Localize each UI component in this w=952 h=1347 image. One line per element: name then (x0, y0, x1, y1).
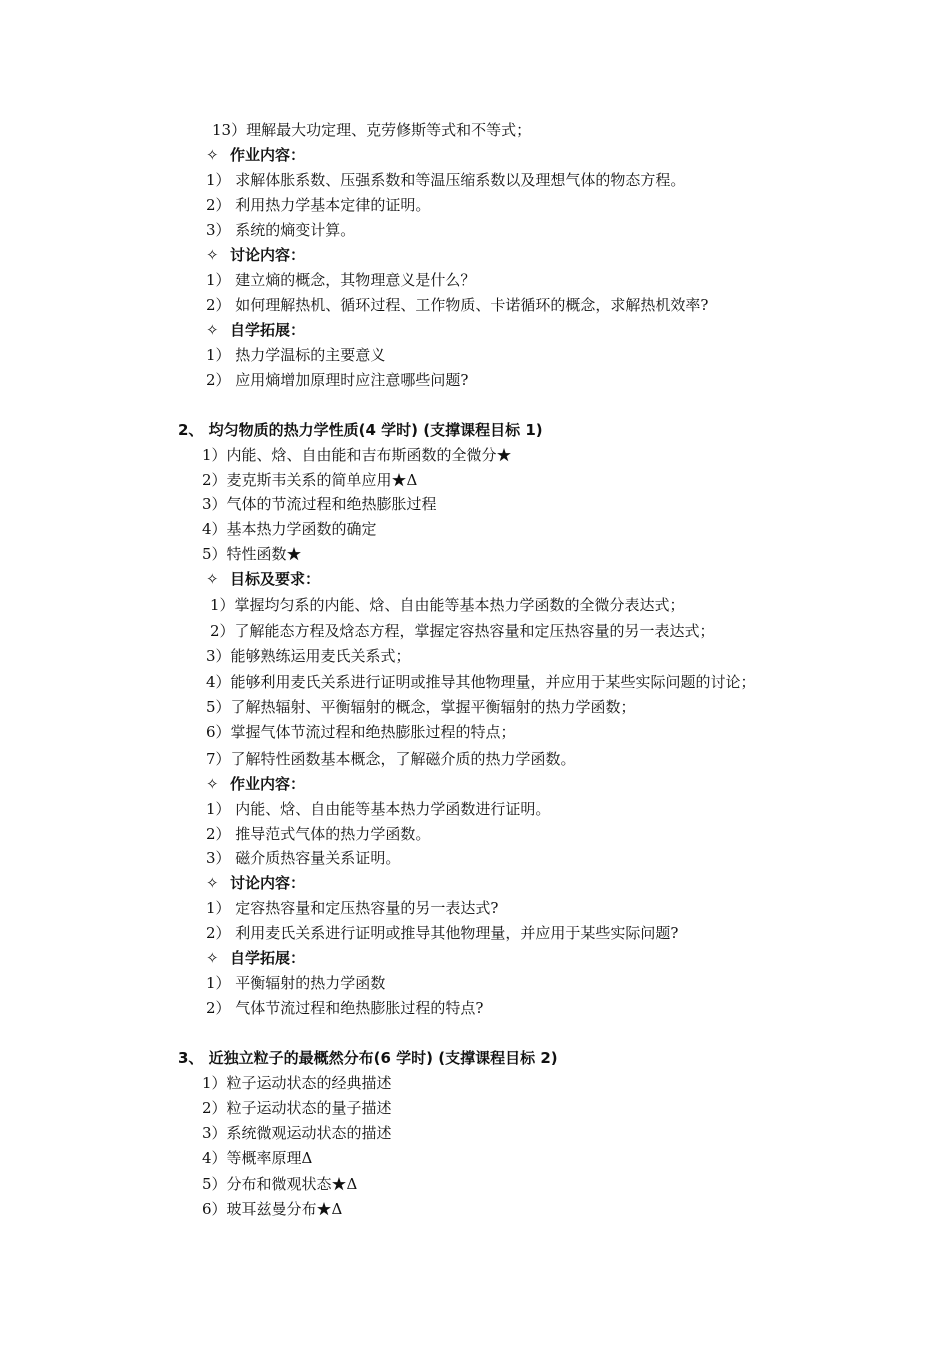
diamond-bullet-icon: ✧ (206, 246, 219, 264)
selfstudy-heading: ✧ 自学拓展： (206, 949, 306, 967)
homework-heading: ✧ 作业内容： (206, 146, 306, 164)
list-item: 2） 利用热力学基本定律的证明。 (206, 196, 431, 214)
section-2-title: 2、 均匀物质的热力学性质(4 学时) (支撑课程目标 1) (178, 421, 543, 439)
list-item: 2） 应用熵增加原理时应注意哪些问题? (206, 371, 469, 389)
topic-item: 4）等概率原理Δ (202, 1149, 313, 1167)
list-item: 2） 气体节流过程和绝热膨胀过程的特点? (206, 999, 484, 1017)
topic-item: 5）分布和微观状态★Δ (202, 1175, 358, 1193)
goal-item: 7）了解特性函数基本概念，了解磁介质的热力学函数。 (206, 750, 576, 768)
list-item: 1） 平衡辐射的热力学函数 (206, 974, 386, 992)
list-item: 1） 热力学温标的主要意义 (206, 346, 386, 364)
diamond-bullet-icon: ✧ (206, 146, 219, 164)
list-item: 1） 定容热容量和定压热容量的另一表达式? (206, 899, 499, 917)
list-item: 1） 内能、焓、自由能等基本热力学函数进行证明。 (206, 800, 551, 818)
topic-item: 5）特性函数★ (202, 545, 302, 563)
topic-item: 4）基本热力学函数的确定 (202, 520, 377, 538)
diamond-bullet-icon: ✧ (206, 775, 219, 793)
list-item: 2） 利用麦氏关系进行证明或推导其他物理量，并应用于某些实际问题? (206, 924, 679, 942)
discussion-heading: ✧ 讨论内容： (206, 874, 306, 892)
goal-item: 4）能够利用麦氏关系进行证明或推导其他物理量，并应用于某些实际问题的讨论； (206, 673, 756, 691)
topic-item: 6）玻耳兹曼分布★Δ (202, 1200, 343, 1218)
diamond-bullet-icon: ✧ (206, 321, 219, 339)
goal-item: 1）掌握均匀系的内能、焓、自由能等基本热力学函数的全微分表达式； (210, 596, 685, 614)
topic-item: 1）内能、焓、自由能和吉布斯函数的全微分★ (202, 446, 512, 464)
diamond-bullet-icon: ✧ (206, 949, 219, 967)
goal-item: 3）能够熟练运用麦氏关系式； (206, 647, 411, 665)
list-item: 2） 推导范式气体的热力学函数。 (206, 825, 431, 843)
selfstudy-heading: ✧ 自学拓展： (206, 321, 306, 339)
diamond-bullet-icon: ✧ (206, 570, 219, 588)
list-item: 2） 如何理解热机、循环过程、工作物质、卡诺循环的概念，求解热机效率? (206, 296, 709, 314)
homework-heading: ✧ 作业内容： (206, 775, 306, 793)
topic-item: 3）系统微观运动状态的描述 (202, 1124, 392, 1142)
topic-item: 1）粒子运动状态的经典描述 (202, 1074, 392, 1092)
topic-item: 3）气体的节流过程和绝热膨胀过程 (202, 495, 437, 513)
topic-item: 2）粒子运动状态的量子描述 (202, 1099, 392, 1117)
list-item: 1） 求解体胀系数、压强系数和等温压缩系数以及理想气体的物态方程。 (206, 171, 686, 189)
diamond-bullet-icon: ✧ (206, 874, 219, 892)
topic-item: 2）麦克斯韦关系的简单应用★Δ (202, 471, 418, 489)
goal-item: 2）了解能态方程及焓态方程，掌握定容热容量和定压热容量的另一表达式； (210, 622, 715, 640)
discussion-heading: ✧ 讨论内容： (206, 246, 306, 264)
goal-item: 6）掌握气体节流过程和绝热膨胀过程的特点； (206, 723, 516, 741)
objective-13: 13）理解最大功定理、克劳修斯等式和不等式； (212, 121, 532, 139)
goals-heading: ✧ 目标及要求： (206, 570, 321, 588)
list-item: 3） 系统的熵变计算。 (206, 221, 356, 239)
list-item: 1） 建立熵的概念，其物理意义是什么？ (206, 271, 476, 289)
goal-item: 5）了解热辐射、平衡辐射的概念，掌握平衡辐射的热力学函数； (206, 698, 636, 716)
section-3-title: 3、 近独立粒子的最概然分布(6 学时) (支撑课程目标 2) (178, 1049, 558, 1067)
list-item: 3） 磁介质热容量关系证明。 (206, 849, 401, 867)
